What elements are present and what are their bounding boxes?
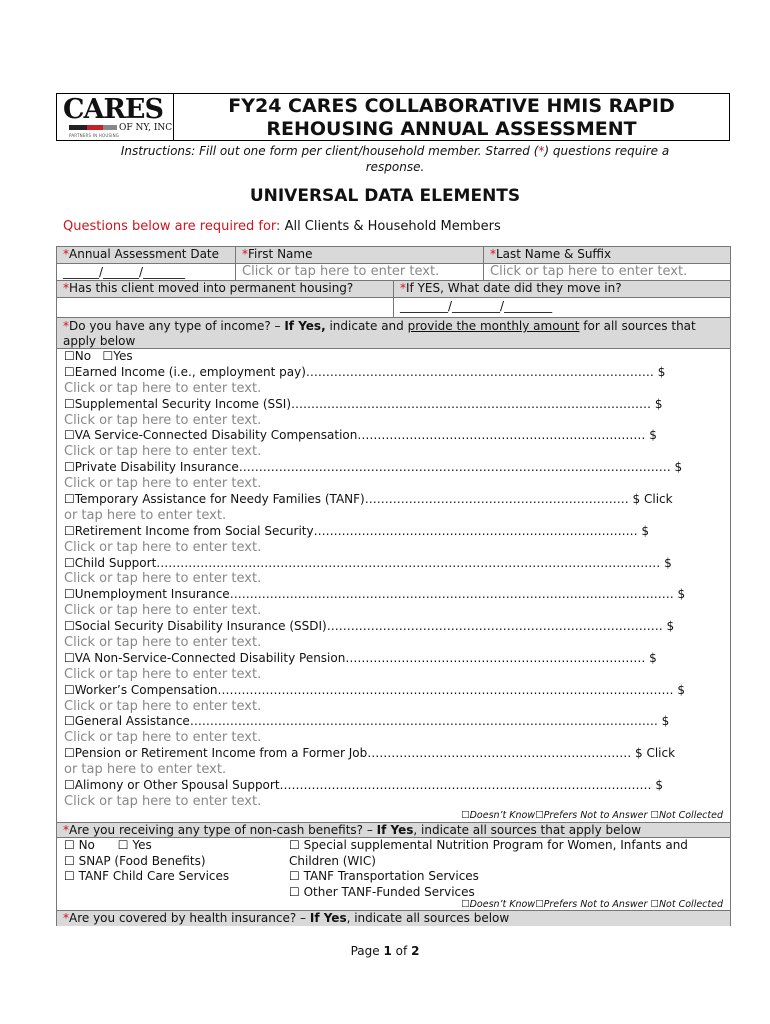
income-source-label: ☐Child Support [64, 555, 157, 570]
logo-word: CARES [63, 94, 163, 125]
income-source-leader: …………………………………………………………………………… $ [305, 364, 666, 379]
income-amount-field[interactable]: or tap here to enter text. [64, 507, 227, 523]
logo-bar [87, 125, 103, 130]
logo-bar [103, 125, 117, 130]
income-source-label: ☐Worker’s Compensation [64, 682, 218, 697]
required-for-value: All Clients & Household Members [284, 219, 501, 234]
form-header [56, 93, 730, 141]
income-source-label: ☐Alimony or Other Spousal Support [64, 778, 280, 793]
moved-permanent-housing-field[interactable] [57, 298, 393, 317]
income-question: *Do you have any type of income? – If Yes, indicate and provide the monthly amount for all sources that apply below [63, 319, 696, 348]
noncash-tanf-childcare-checkbox[interactable]: ☐ TANF Child Care Services [64, 869, 230, 883]
income-source-checkbox[interactable] [64, 619, 724, 635]
income-source-label: ☐Earned Income (i.e., employment pay) [64, 364, 306, 379]
logo-subtitle: OF NY, INC [119, 123, 173, 133]
income-amount-field[interactable]: Click or tap here to enter text. [64, 476, 262, 492]
health-question-row [57, 910, 730, 926]
income-source-leader: ……………………………………………………………… $ [357, 428, 657, 443]
income-amount-field[interactable]: Click or tap here to enter text. [64, 444, 262, 460]
page-total: 2 [411, 944, 420, 958]
instructions-text-end: ) questions require a response. [365, 144, 670, 174]
income-source-checkbox[interactable] [64, 428, 724, 444]
noncash-tanf-transport-checkbox[interactable]: ☐ TANF Transportation Services [289, 869, 479, 883]
income-source-checkbox[interactable] [64, 587, 724, 603]
name-input-row [57, 264, 730, 281]
noncash-snap-checkbox[interactable]: ☐ SNAP (Food Benefits) [64, 853, 206, 868]
income-source-checkbox[interactable] [64, 524, 724, 540]
income-source-leader: ………………………………………………………………… $ [345, 650, 657, 665]
income-source-checkbox[interactable] [64, 492, 724, 508]
income-source-label: ☐Unemployment Insurance [64, 587, 230, 602]
income-source-leader: ……………………………………………………………………………… $ [291, 396, 663, 411]
income-amount-field[interactable]: Click or tap here to enter text. [64, 412, 262, 428]
last-name-label: *Last Name & Suffix [483, 247, 730, 263]
health-question: *Are you covered by health insurance? – If Yes, indicate all sources below [63, 911, 510, 925]
income-yes-checkbox[interactable]: ☐Yes [102, 349, 133, 363]
move-in-date-label: *If YES, What date did they move in? [393, 281, 730, 297]
income-amount-field[interactable]: or tap here to enter text. [64, 762, 227, 778]
move-in-date-field[interactable]: ________/________/________ [393, 298, 730, 317]
income-response-options[interactable]: ☐Doesn’t Know☐Prefers Not to Answer ☐Not Collected [461, 810, 723, 821]
title-line-2: REHOUSING ANNUAL ASSESSMENT [266, 118, 637, 140]
noncash-yes-no [64, 838, 229, 854]
instructions-text: Instructions: Fill out one form per client/household member. Starred ( [120, 144, 539, 158]
noncash-response-options[interactable]: ☐Doesn’t Know☐Prefers Not to Answer ☐Not Collected [461, 899, 723, 910]
noncash-left-column [64, 838, 229, 885]
income-source-leader: ……………………………………………………………………………………………… $ [238, 460, 683, 475]
income-source-label: ☐Private Disability Insurance [64, 460, 239, 475]
income-source-checkbox[interactable] [64, 714, 724, 730]
required-for-label: Questions below are required for: [63, 219, 281, 234]
income-source-checkbox[interactable] [64, 746, 724, 762]
income-amount-field[interactable]: Click or tap here to enter text. [64, 793, 262, 809]
noncash-right-column [289, 838, 688, 900]
page-footer [0, 944, 770, 958]
income-question-row [57, 318, 730, 349]
income-source-label: ☐VA Non-Service-Connected Disability Pension [64, 650, 346, 665]
income-source-label: ☐Temporary Assistance for Needy Families (TANF) [64, 492, 365, 507]
income-amount-field[interactable]: Click or tap here to enter text. [64, 666, 262, 682]
income-source-leader: ……………………………………………………………………………………………………………… $ [156, 555, 672, 570]
income-source-label: ☐VA Service-Connected Disability Compensation [64, 428, 358, 443]
noncash-question-row [57, 822, 730, 838]
income-source-checkbox[interactable] [64, 778, 724, 794]
moved-permanent-housing-label: *Has this client moved into permanent housing? [63, 281, 354, 295]
noncash-no-checkbox[interactable]: ☐ No [64, 838, 95, 852]
assessment-date-field[interactable]: ______/______/_______ [63, 265, 186, 279]
form-table [56, 246, 731, 926]
first-name-label: *First Name [235, 247, 483, 263]
income-source-leader: ……………………………………………………………………… $ [313, 523, 650, 538]
page-label: Page [350, 944, 380, 958]
assessment-date-label: *Annual Assessment Date [63, 247, 220, 261]
income-amount-field[interactable]: Click or tap here to enter text. [64, 730, 262, 746]
income-source-leader: ………………………………………………………………………… $ [326, 619, 675, 634]
income-source-leader: ………………………………………………………… $ Click [367, 746, 676, 761]
income-source-leader: ………………………………………………………………………………… $ [279, 778, 663, 793]
logo-tagline: PARTNERS IN HOUSING [69, 133, 120, 138]
income-source-label: ☐Pension or Retirement Income from a Former Job [64, 746, 368, 761]
income-amount-field[interactable]: Click or tap here to enter text. [64, 698, 262, 714]
noncash-yes-checkbox[interactable]: ☐ Yes [117, 838, 152, 852]
noncash-question: *Are you receiving any type of non-cash benefits? – If Yes, indicate all sources that apply below [63, 823, 642, 837]
required-star: * [538, 144, 545, 158]
income-source-checkbox[interactable] [64, 556, 724, 572]
income-amount-field[interactable]: Click or tap here to enter text. [64, 380, 262, 396]
required-for [63, 219, 501, 234]
title-line-1: FY24 CARES COLLABORATIVE HMIS RAPID [228, 95, 675, 117]
income-source-checkbox[interactable] [64, 651, 724, 667]
income-sources [64, 365, 724, 810]
income-source-leader: …………………………………………………………………………………………………… $ [217, 682, 685, 697]
income-source-checkbox[interactable] [64, 397, 724, 413]
income-source-label: ☐Retirement Income from Social Security [64, 523, 314, 538]
income-source-label: ☐General Assistance [64, 714, 190, 729]
income-amount-field[interactable]: Click or tap here to enter text. [64, 539, 262, 555]
income-no-checkbox[interactable]: ☐No [64, 349, 92, 363]
income-yes-no [64, 349, 724, 365]
income-source-leader: ………………………………………………………………………………………………… $ [229, 587, 686, 602]
move-in-label-row [57, 281, 730, 298]
noncash-wic-continued: Children (WIC) [289, 853, 376, 868]
income-amount-field[interactable]: Click or tap here to enter text. [64, 603, 262, 619]
income-source-leader: ……………………………………………………………………………………………………… $ [189, 714, 670, 729]
income-source-checkbox[interactable] [64, 365, 724, 381]
income-source-label: ☐Supplemental Security Income (SSI) [64, 396, 292, 411]
form-title [174, 94, 729, 141]
income-source-checkbox[interactable] [64, 460, 724, 476]
logo-bar [69, 125, 87, 130]
income-sources-list [64, 349, 724, 810]
income-source-label: ☐Social Security Disability Insurance (SSDI) [64, 619, 327, 634]
first-name-field[interactable]: Click or tap here to enter text. [235, 264, 483, 280]
last-name-field[interactable]: Click or tap here to enter text. [483, 264, 730, 280]
income-source-leader: ………………………………………………………… $ Click [364, 492, 673, 507]
section-title: UNIVERSAL DATA ELEMENTS [249, 186, 521, 206]
cares-logo [57, 94, 174, 140]
noncash-wic-checkbox[interactable]: ☐ Special supplemental Nutrition Program for Women, Infants and [289, 838, 688, 852]
income-source-checkbox[interactable] [64, 683, 724, 699]
income-amount-field[interactable]: Click or tap here to enter text. [64, 635, 262, 651]
move-in-input-row [57, 298, 730, 318]
page-of: of [395, 944, 408, 958]
instructions [100, 143, 690, 175]
page-number: 1 [383, 944, 392, 958]
noncash-tanf-other-checkbox[interactable]: ☐ Other TANF-Funded Services [289, 884, 475, 899]
income-amount-field[interactable]: Click or tap here to enter text. [64, 571, 262, 587]
name-label-row [57, 247, 730, 264]
